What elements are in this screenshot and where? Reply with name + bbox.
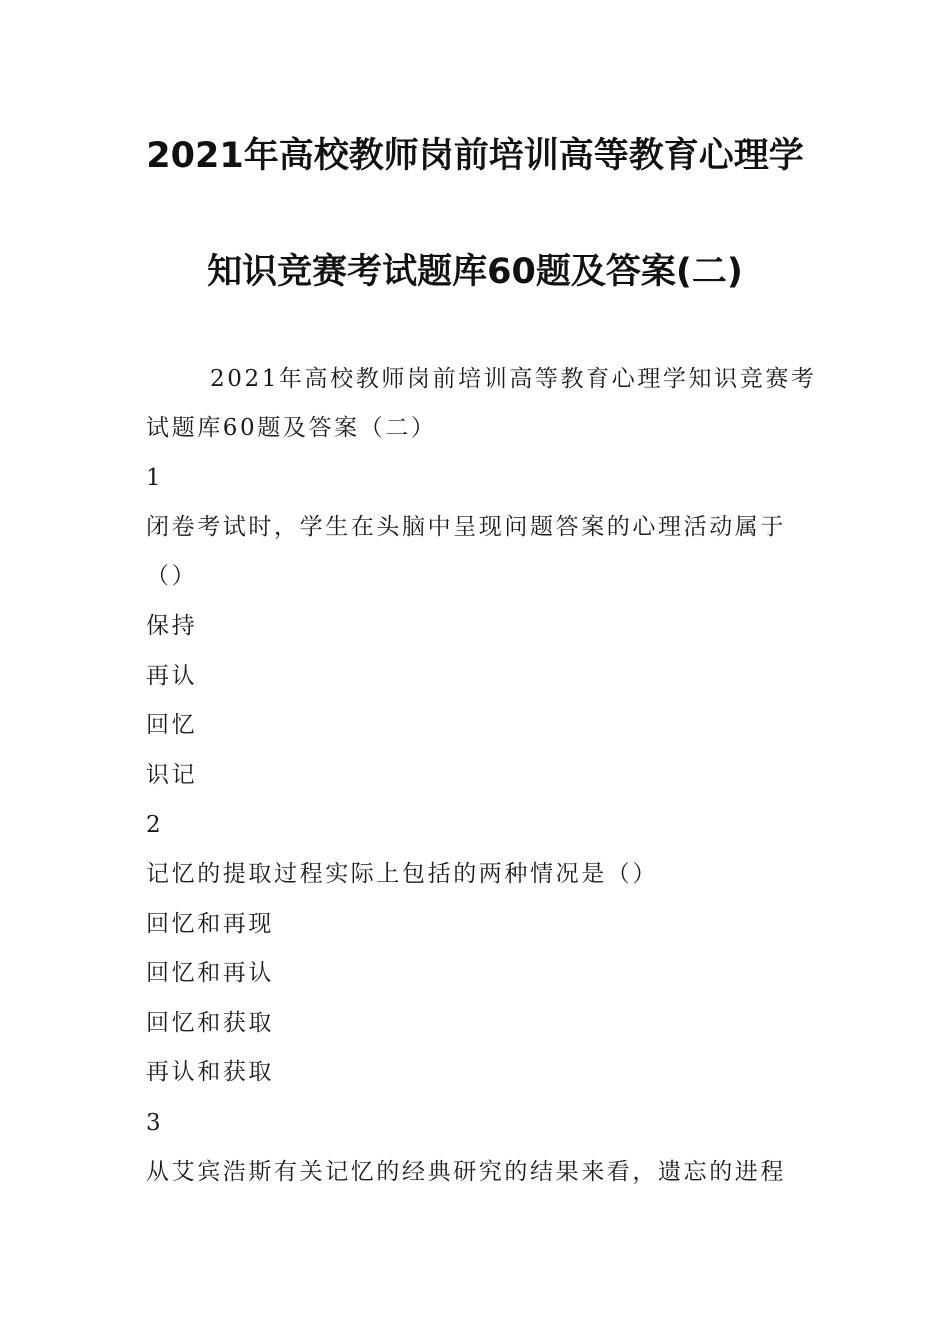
intro-text-line-1: 2021年高校教师岗前培训高等教育心理学知识竞赛考 xyxy=(210,366,817,392)
answer-option: 保持 xyxy=(146,613,198,639)
question-text-continued: （） xyxy=(146,563,198,589)
question-text: 闭卷考试时，学生在头脑中呈现问题答案的心理活动属于 xyxy=(146,514,786,540)
answer-option: 识记 xyxy=(146,762,198,788)
question-text: 从艾宾浩斯有关记忆的经典研究的结果来看，遗忘的进程 xyxy=(146,1159,786,1185)
question-text: 记忆的提取过程实际上包括的两种情况是（） xyxy=(146,861,658,887)
answer-option: 回忆和再现 xyxy=(146,911,274,937)
answer-option: 回忆 xyxy=(146,712,198,738)
answer-option: 回忆和获取 xyxy=(146,1010,274,1036)
question-number: 2 xyxy=(146,812,161,838)
answer-option: 再认和获取 xyxy=(146,1059,274,1085)
intro-text-line-2: 试题库60题及答案（二） xyxy=(146,415,437,441)
answer-option: 再认 xyxy=(146,663,198,689)
question-number: 3 xyxy=(146,1110,161,1136)
question-number: 1 xyxy=(146,465,161,491)
document-title-line-1: 2021年高校教师岗前培训高等教育心理学 xyxy=(146,136,804,176)
answer-option: 回忆和再认 xyxy=(146,960,274,986)
document-title-line-2: 知识竞赛考试题库60题及答案(二) xyxy=(207,252,743,292)
